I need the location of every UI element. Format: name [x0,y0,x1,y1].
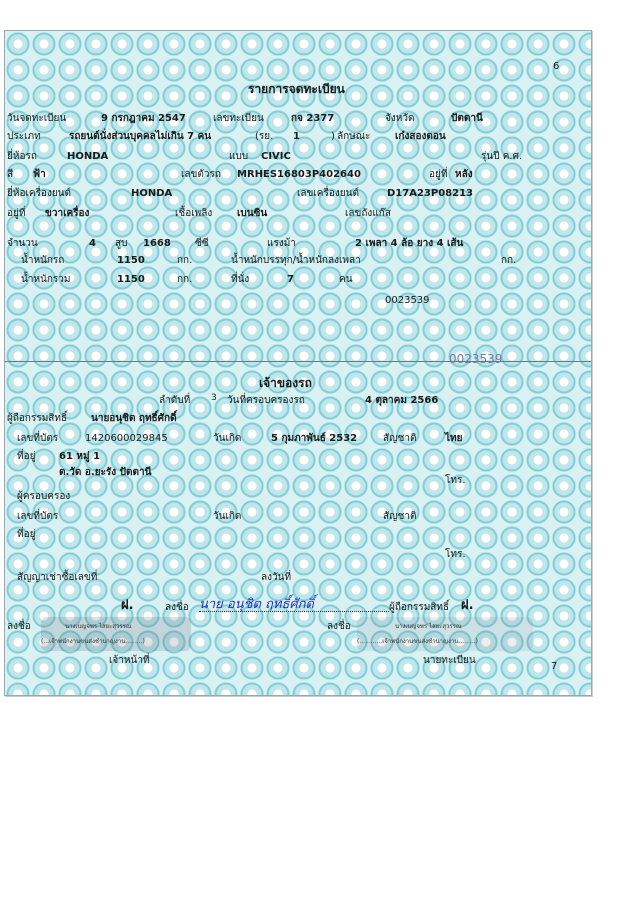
dob-value: 5 กุมภาพันธ์ 2532 [271,433,358,444]
at-label: อยู่ที่ [429,169,448,180]
addr-label: ที่อยู่ [17,451,36,462]
initials-right: ฝ. [461,598,474,613]
chassis-label: เลขตัวรถ [181,169,221,180]
sign-left-label: ลงชื่อ [7,621,31,632]
signature-line [199,611,389,612]
weight-label: น้ำหนักรถ [21,255,65,266]
serial-number: 0023539 [385,295,430,306]
at-value: หลัง [455,169,473,180]
page-number-top: 6 [553,61,560,72]
style-value: เก๋งสองตอน [395,131,446,142]
holder-label: ผู้ถือกรรมสิทธิ์ [7,413,68,424]
color-label: สี [7,169,14,180]
page-fold-line [5,361,591,362]
sign-label: ลงชื่อ [165,602,189,613]
load-label: น้ำหนักบรรทุก/น้ำหนักลงเพลา [231,255,361,266]
count-label: จำนวน [7,238,38,249]
possessor-dob-label: วันเกิด [213,511,242,522]
tank-label: เลขถังแก๊ส [345,208,391,219]
possessor-addr-label: ที่อยู่ [17,529,36,540]
officer-caption: เจ้าหน้าที่ [109,655,150,666]
nat-value: ไทย [445,433,463,444]
seats-label: ที่นั่ง [231,274,250,285]
owner-title: เจ้าของรถ [259,376,312,390]
seq-value: 3 [211,393,217,403]
gross-value: 1150 [117,274,145,285]
engine-no-label: เลขเครื่องยนต์ [297,188,359,199]
possession-date-value: 4 ตุลาคม 2566 [365,395,439,406]
holder-value: นายอนุชิต ฤทธิ์ศักดิ์ [91,413,177,424]
registration-title: รายการจดทะเบียน [248,82,345,96]
cyl-value: 1668 [143,238,171,249]
cyl-label: สูบ [115,238,128,249]
fuel-label: เชื้อเพลิง [175,208,213,219]
registration-sheet [4,30,592,696]
dob-label: วันเกิด [213,433,242,444]
brand-label: ยี่ห้อรถ [7,151,37,162]
reg-no-label: เลขทะเบียน [213,113,264,124]
possessor-nat-label: สัญชาติ [383,511,417,522]
reg-date-label: วันจดทะเบียน [7,113,67,124]
stamp-right-title: (............เจ้าพนักงานขนส่งชำนาญงาน.........) [357,638,478,645]
year-label: รุ่นปี ค.ศ. [481,151,523,162]
stamp-right-name: นางเบญจพร ไสยะสุวรรณ [395,623,462,630]
location-value: ขวาเครื่อง [45,208,90,219]
tel-label: โทร. [445,475,466,486]
serial-number-faded: 0023539 [449,352,503,366]
gross-label: น้ำหนักรวม [21,274,71,285]
persons-label: คน [339,274,353,285]
seq-label: ลำดับที่ [159,395,191,406]
fuel-value: เบนซิน [237,208,268,219]
possessor-id-label: เลขที่บัตร [17,511,59,522]
model-label: แบบ [229,151,249,162]
type-label: ประเภท [7,131,41,142]
cc-label: ซีซี [195,238,209,249]
addr-line-2: ต.วัด อ.ยะรัง ปัตตานี [59,467,152,478]
possessor-tel-label: โทร. [445,549,466,560]
style-label: ลักษณะ [337,131,371,142]
engine-no-value: D17A23P08213 [387,188,473,199]
model-value: CIVIC [261,151,291,162]
stamp-left-name: นางเบญจพร ไสยะสุวรรณ [65,623,132,630]
province-label: จังหวัด [385,113,415,124]
load-unit: กก. [501,255,517,266]
reg-no-value: กจ 2377 [291,113,335,124]
stamp-left-title: (...เจ้าพนักงานขนส่งชำนาญงาน.........) [41,638,145,645]
addr-line-1: 61 หมู่ 1 [59,451,101,462]
seats-value: 7 [287,274,294,285]
hp-label: แรงม้า [267,238,296,249]
engine-brand-value: HONDA [131,188,173,199]
id-label: เลขที่บัตร [17,433,59,444]
id-value: 1420600029845 [85,433,168,444]
contract-label: สัญญาเช่าซื้อเลขที่ [17,572,98,583]
count-value: 4 [89,238,96,249]
chassis-value: MRHES16803P402640 [237,169,361,180]
possessor-label: ผู้ครอบครอง [17,491,71,502]
contract-date-label: ลงวันที่ [261,572,292,583]
page-number-bottom: 7 [551,661,558,672]
brand-value: HONDA [67,151,109,162]
rs-label: (รย. [255,131,274,142]
possession-date-label: วันที่ครอบครองรถ [227,395,305,406]
gross-unit: กก. [177,274,193,285]
nat-label: สัญชาติ [383,433,417,444]
weight-value: 1150 [117,255,145,266]
rs-close: ) [331,131,335,142]
rs-value: 1 [293,131,300,142]
weight-unit: กก. [177,255,193,266]
reg-date-value: 9 กรกฎาคม 2547 [101,113,186,124]
province-value: ปัตตานี [451,113,483,124]
initials-left: ฝ. [121,598,134,613]
registrar-caption: นายทะเบียน [423,655,476,666]
engine-brand-label: ยี่ห้อเครื่องยนต์ [7,188,72,199]
type-value: รถยนต์นั่งส่วนบุคคลไม่เกิน 7 คน [69,131,212,142]
wheels-value: 2 เพลา 4 ล้อ ยาง 4 เส้น [355,238,464,249]
location-label: อยู่ที่ [7,208,26,219]
color-value: ฟ้า [33,169,46,180]
holder-signature: นาย อนุชิต ฤทธิ์ศักดิ์ [199,597,314,612]
sign-right-label: ลงชื่อ [327,621,351,632]
holder-caption: ผู้ถือกรรมสิทธิ์ [389,602,450,613]
